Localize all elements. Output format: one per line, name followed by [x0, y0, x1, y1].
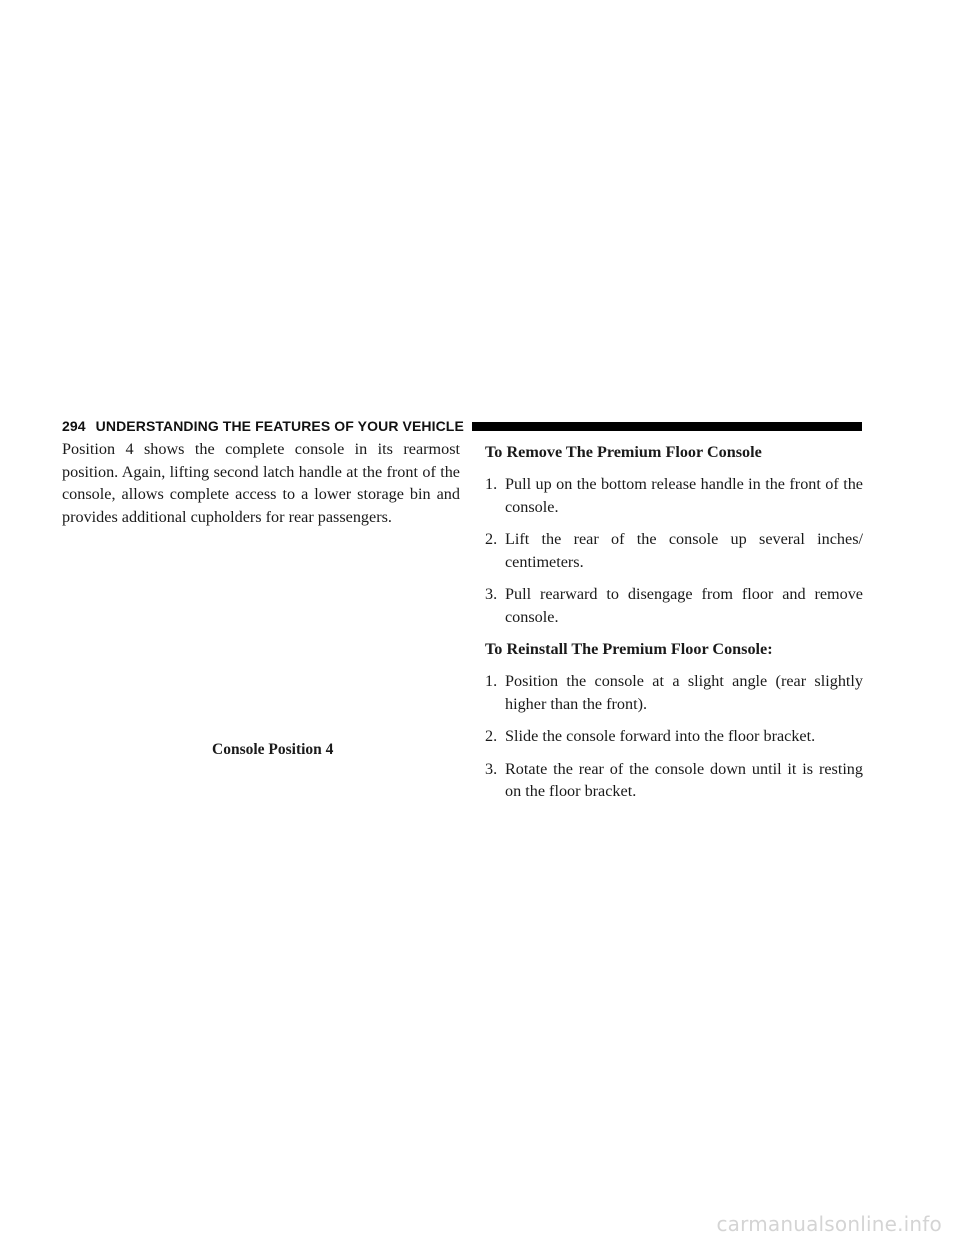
header-rule: [472, 422, 862, 431]
watermark-link[interactable]: carmanualsonline.info: [716, 1212, 942, 1236]
remove-step-1: [485, 473, 863, 518]
step-number: 2.: [485, 727, 498, 745]
page-number: 294: [62, 418, 86, 434]
step-text: Pull up on the bottom release handle in the front of the console.: [505, 475, 863, 516]
step-text: Pull rearward to disengage from floor and remove console.: [505, 585, 863, 626]
left-column: [62, 438, 460, 528]
step-number: 1.: [485, 672, 498, 690]
console-position-paragraph: Position 4 shows the complete console in its rearmost position. Again, lifting second latch handle at the front of the console, allows complete access to a lower storage bin and provides additional cupholders for rear passengers.: [62, 440, 460, 526]
remove-step-3: [485, 583, 863, 628]
step-text: Rotate the rear of the console down until it is resting on the floor bracket.: [505, 759, 863, 800]
step-number: 2.: [485, 530, 498, 548]
step-text: Slide the console forward into the floor bracket.: [505, 727, 816, 745]
right-column: [485, 441, 863, 813]
reinstall-step-2: [485, 725, 863, 748]
step-number: 3.: [485, 585, 498, 603]
figure-caption: Console Position 4: [212, 741, 334, 758]
remove-step-2: [485, 528, 863, 573]
figure-image-area: [62, 540, 460, 730]
step-text: Lift the rear of the console up several inches/ centimeters.: [505, 530, 863, 571]
page-header: [62, 415, 862, 437]
reinstall-step-3: [485, 758, 863, 803]
step-text: Position the console at a slight angle (rear slightly higher than the front).: [505, 672, 863, 713]
reinstall-console-heading: To Reinstall The Premium Floor Console:: [485, 640, 773, 658]
step-number: 1.: [485, 475, 498, 493]
section-title: UNDERSTANDING THE FEATURES OF YOUR VEHICLE: [95, 418, 464, 434]
step-number: 3.: [485, 759, 498, 778]
reinstall-step-1: [485, 670, 863, 715]
remove-console-heading: To Remove The Premium Floor Console: [485, 443, 762, 461]
